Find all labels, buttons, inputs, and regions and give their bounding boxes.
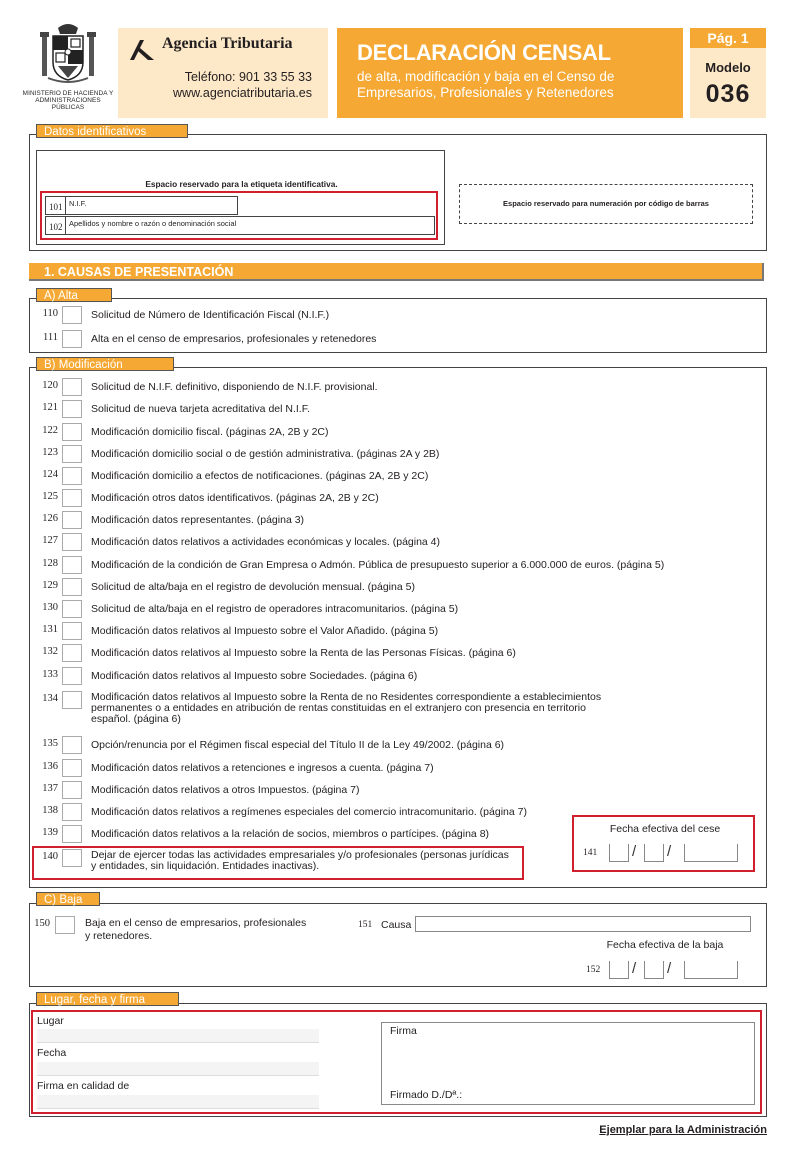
- item-code-136: 136: [42, 761, 58, 772]
- item-label-122: Modificación domicilio fiscal. (páginas 2A, 2B y 2C): [91, 426, 329, 438]
- signed-by-label: Firmado D./Dª.:: [390, 1089, 463, 1101]
- item-code-131: 131: [42, 624, 58, 635]
- checkbox-131[interactable]: [62, 622, 82, 640]
- causa-field[interactable]: [415, 916, 751, 932]
- signature-label: Firma: [390, 1025, 417, 1037]
- checkbox-138[interactable]: [62, 803, 82, 821]
- item-label-128: Modificación de la condición de Gran Empresa o Admón. Pública de presupuesto superior a 6.000.000 de euros. (página 5): [91, 559, 665, 571]
- baja-label-line-2: y retenedores.: [85, 930, 153, 942]
- baja-month-field[interactable]: [644, 961, 664, 979]
- item-label-129: Solicitud de alta/baja en el registro de devolución mensual. (página 5): [91, 581, 415, 593]
- checkbox-120[interactable]: [62, 378, 82, 396]
- baja-checkbox[interactable]: [55, 916, 75, 934]
- item-label-131: Modificación datos relativos al Impuesto sobre el Valor Añadido. (página 5): [91, 625, 439, 637]
- nif-code: 101: [49, 202, 63, 212]
- checkbox-127[interactable]: [62, 533, 82, 551]
- firma-tab: Lugar, fecha y firma: [36, 992, 179, 1006]
- datos-identificativos-tab: Datos identificativos: [36, 124, 188, 138]
- checkbox-123[interactable]: [62, 445, 82, 463]
- id-highlight: [40, 191, 438, 240]
- checkbox-125[interactable]: [62, 489, 82, 507]
- item-code-134: 134: [42, 693, 58, 704]
- item-code-137: 137: [42, 783, 58, 794]
- item-label-134-line-3: español. (página 6): [91, 713, 181, 725]
- item-label-130: Solicitud de alta/baja en el registro de operadores intracomunitarios. (página 5): [91, 603, 459, 615]
- checkbox-126[interactable]: [62, 511, 82, 529]
- agency-phone: Teléfono: 901 33 55 33: [184, 70, 312, 84]
- checkbox-110[interactable]: [62, 306, 82, 324]
- ministry-logo: [22, 22, 114, 118]
- checkbox-137[interactable]: [62, 781, 82, 799]
- item-code-139: 139: [42, 827, 58, 838]
- modificacion-tab: B) Modificación: [36, 357, 174, 371]
- checkbox-132[interactable]: [62, 644, 82, 662]
- item-label-136: Modificación datos relativos a retenciones e ingresos a cuenta. (página 7): [91, 762, 434, 774]
- barcode-area: Espacio reservado para numeración por código de barras: [459, 184, 753, 224]
- agency-name: Agencia Tributaria: [162, 35, 293, 52]
- item-code-124: 124: [42, 469, 58, 480]
- item-label-124: Modificación domicilio a efectos de notificaciones. (páginas 2A, 2B y 2C): [91, 470, 429, 482]
- checkbox-121[interactable]: [62, 400, 82, 418]
- item-label-138: Modificación datos relativos a regímenes especiales del comercio intracomunitario. (página 7): [91, 806, 527, 818]
- item-label-140-line-1: Dejar de ejercer todas las actividades empresariales y/o profesionales (personas jurídicas: [91, 849, 509, 861]
- causa-label: Causa: [381, 919, 412, 931]
- item-label-121: Solicitud de nueva tarjeta acreditativa del N.I.F.: [91, 403, 310, 415]
- item-label-135: Opción/renuncia por el Régimen fiscal especial del Título II de la Ley 49/2002. (página 6): [91, 739, 505, 751]
- checkbox-136[interactable]: [62, 759, 82, 777]
- agency-box: [118, 28, 328, 118]
- agency-logo-icon: [128, 38, 156, 62]
- checkbox-122[interactable]: [62, 423, 82, 441]
- item-code-123: 123: [42, 447, 58, 458]
- agency-web: www.agenciatributaria.es: [173, 86, 312, 100]
- item-code-132: 132: [42, 646, 58, 657]
- baja-label-line-1: Baja en el censo de empresarios, profesionales: [85, 917, 307, 929]
- fecha-label: Fecha: [37, 1047, 67, 1059]
- baja-date-title: Fecha efectiva de la baja: [606, 939, 724, 951]
- checkbox-139[interactable]: [62, 825, 82, 843]
- item-label-127: Modificación datos relativos a actividades económicas y locales. (página 4): [91, 536, 441, 548]
- document-title: DECLARACIÓN CENSAL: [357, 40, 611, 65]
- item-code-126: 126: [42, 513, 58, 524]
- item-label-134-line-1: Modificación datos relativos al Impuesto sobre la Renta de no Residentes correspondiente a establecimientos: [91, 691, 602, 703]
- item-label-125: Modificación otros datos identificativos. (páginas 2A, 2B y 2C): [91, 492, 379, 504]
- item-code-130: 130: [42, 602, 58, 613]
- ministry-text: MINISTERIO DE HACIENDA Y ADMINISTRACIONES PÚBLICAS: [22, 90, 114, 111]
- checkbox-128[interactable]: [62, 556, 82, 574]
- nif-label: N.I.F.: [69, 199, 87, 208]
- checkbox-111[interactable]: [62, 330, 82, 348]
- cese-date-code: 141: [583, 848, 598, 858]
- checkbox-130[interactable]: [62, 600, 82, 618]
- item-label-110: Solicitud de Número de Identificación Fiscal (N.I.F.): [91, 309, 330, 321]
- cese-year-field[interactable]: [684, 844, 738, 862]
- item-label-139: Modificación datos relativos a la relación de socios, miembros o partícipes. (página 8): [91, 828, 490, 840]
- item-label-134-line-2: permanentes o a entidades en atribución de rentas constituidas en el extranjero con presencia en territorio: [91, 702, 586, 714]
- item-code-133: 133: [42, 669, 58, 680]
- label-caption: Espacio reservado para la etiqueta identificativa.: [145, 179, 338, 189]
- model-box: [690, 28, 766, 118]
- alta-tab: A) Alta: [36, 288, 112, 302]
- calidad-label: Firma en calidad de: [37, 1080, 130, 1092]
- declaration-title-box: [337, 28, 683, 118]
- item-code-127: 127: [42, 535, 58, 546]
- checkbox-135[interactable]: [62, 736, 82, 754]
- cese-date-title: Fecha efectiva del cese: [609, 823, 721, 835]
- baja-date-code: 152: [586, 965, 601, 975]
- item-label-133: Modificación datos relativos al Impuesto sobre Sociedades. (página 6): [91, 670, 418, 682]
- coat-of-arms-icon: [38, 22, 98, 86]
- page-label: Pág. 1: [690, 28, 766, 48]
- checkbox-134[interactable]: [62, 691, 82, 709]
- model-number: 036: [705, 80, 751, 108]
- item-label-120: Solicitud de N.I.F. definitivo, disponiendo de N.I.F. provisional.: [91, 381, 378, 393]
- item-code-122: 122: [42, 425, 58, 436]
- baja-tab: C) Baja: [36, 892, 100, 906]
- item-label-140-line-2: y entidades, sin liquidación. Entidades inactivas).: [91, 860, 320, 872]
- footer-copy-label: Ejemplar para la Administración: [599, 1124, 767, 1136]
- checkbox-129[interactable]: [62, 578, 82, 596]
- item-code-140: 140: [42, 851, 58, 862]
- baja-year-field[interactable]: [684, 961, 738, 979]
- causa-code: 151: [358, 920, 373, 930]
- document-subtitle: de alta, modificación y baja en el Censo de Empresarios, Profesionales y Retenedores: [357, 69, 615, 100]
- item-code-138: 138: [42, 805, 58, 816]
- item-code-128: 128: [42, 558, 58, 569]
- lugar-label: Lugar: [37, 1015, 64, 1027]
- checkbox-124[interactable]: [62, 467, 82, 485]
- item-code-135: 135: [42, 738, 58, 749]
- name-code: 102: [49, 222, 63, 232]
- item-label-137: Modificación datos relativos a otros Impuestos. (página 7): [91, 784, 360, 796]
- checkbox-133[interactable]: [62, 667, 82, 685]
- baja-day-field[interactable]: [609, 961, 629, 979]
- item-code-110: 110: [42, 308, 58, 319]
- section1-title: 1. CAUSAS DE PRESENTACIÓN: [29, 263, 764, 281]
- item-code-120: 120: [42, 380, 58, 391]
- item-code-125: 125: [42, 491, 58, 502]
- name-label: Apellidos y nombre o razón o denominación social: [69, 219, 237, 228]
- cese-month-field[interactable]: [644, 844, 664, 862]
- item-code-121: 121: [42, 402, 58, 413]
- item-label-123: Modificación domicilio social o de gestión administrativa. (páginas 2A y 2B): [91, 448, 440, 460]
- baja-code: 150: [34, 918, 50, 929]
- item-label-126: Modificación datos representantes. (página 3): [91, 514, 305, 526]
- item-140-highlight: [32, 846, 524, 880]
- item-code-111: 111: [43, 332, 58, 343]
- firma-highlight: [31, 1010, 762, 1114]
- model-label: Modelo: [705, 60, 751, 75]
- cese-day-field[interactable]: [609, 844, 629, 862]
- item-code-129: 129: [42, 580, 58, 591]
- item-label-132: Modificación datos relativos al Impuesto sobre la Renta de las Personas Físicas. (página 6): [91, 647, 516, 659]
- item-label-111: Alta en el censo de empresarios, profesionales y retenedores: [91, 333, 377, 345]
